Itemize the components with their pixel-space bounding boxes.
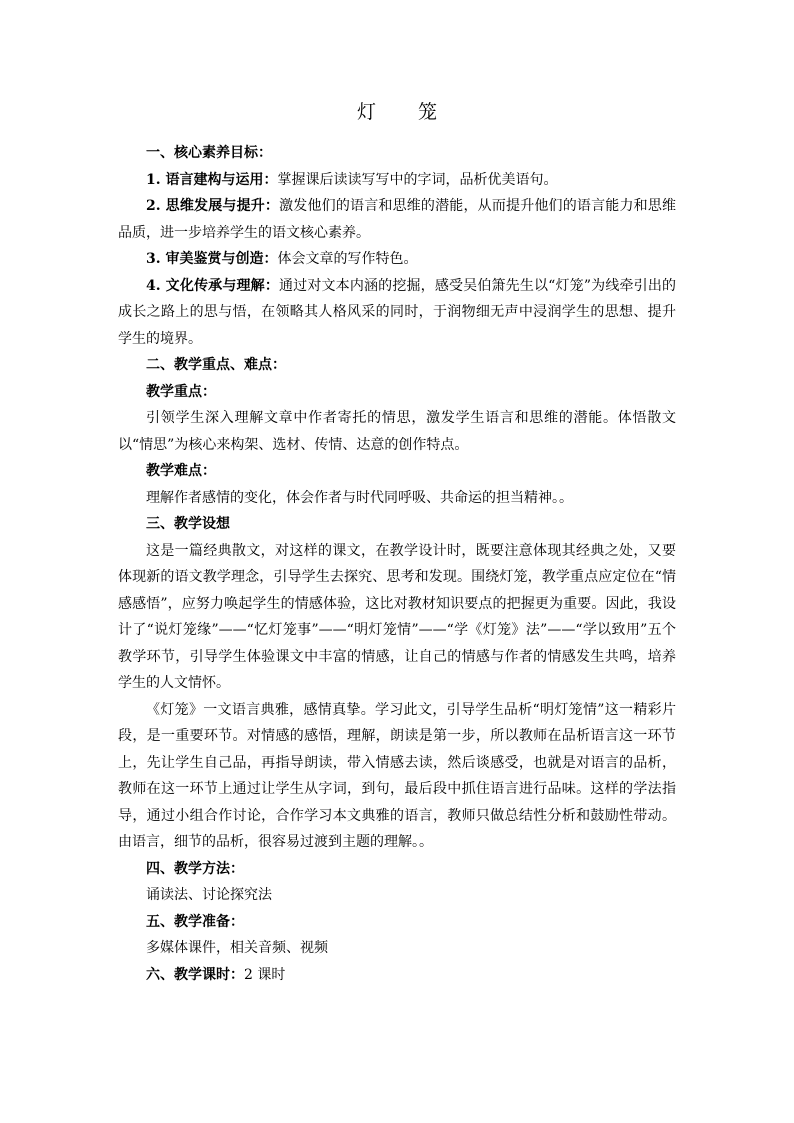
goal-item-3: [118, 246, 676, 273]
goal-label: 2. 思维发展与提升：: [146, 198, 280, 214]
difficulty-label: 教学难点：: [146, 463, 216, 479]
section-heading-key-points: 二、教学重点、难点：: [146, 357, 286, 373]
section-heading-design: 三、教学设想: [146, 516, 230, 532]
difficulty-text: 理解作者感情的变化，体会作者与时代同呼吸、共命运的担当精神。。: [146, 489, 573, 506]
section-heading-goals: 一、核心素养目标：: [146, 145, 272, 161]
goal-item-1: [118, 167, 676, 194]
class-hours-heading: 六、教学课时：: [146, 966, 244, 983]
document-page: [118, 98, 676, 988]
key-point-label: 教学重点：: [146, 383, 216, 400]
key-point-text: 引领学生深入理解文章中作者寄托的情思，激发学生语言和思维的潜能。体悟散文以“情思”为核心来构架、选材、传情、达意的创作特点。: [118, 410, 676, 453]
goal-item-2: [118, 193, 676, 246]
document-title: 灯 笼: [356, 101, 456, 123]
goal-text: 体会文章的写作特色。: [277, 251, 418, 267]
goal-label: 3. 审美鉴赏与创造：: [146, 251, 278, 267]
preparation-text: 多媒体课件，相关音频、视频: [146, 940, 328, 956]
section-heading-methods: 四、教学方法：: [146, 860, 244, 877]
goal-text: 掌握课后读读写写中的字词，品析优美语句。: [277, 171, 558, 188]
goal-label: 4. 文化传承与理解：: [146, 277, 279, 294]
class-hours-text: 2 课时: [244, 966, 286, 983]
design-paragraph-2: 《灯笼》一文语言典雅，感情真挚。学习此文，引导学生品析“明灯笼情”这一精彩片段，是一重要环节。对情感的感悟，理解，朗读是第一步，所以教师在品析语言这一环节上，先让学生自己品，再指导朗读，带入情感去读，然后谈感受，也就是对语言的品析，教师在这一环节上通过让学生从字词，到句，最后段中抓住语言进行品味。这样的学法指导，通过小组合作讨论，合作学习本文典雅的语言，教师只做总结性分析和鼓励性带动。由语言，细节的品析，很容易过渡到主题的理解。。: [118, 701, 676, 850]
goal-item-4: [118, 273, 676, 353]
section-class-hours: [118, 962, 676, 989]
goal-label: 1. 语言建构与运用：: [146, 171, 278, 188]
goal-text: 激发他们的语言和思维的潜能，从而提升他们的语言能力和思维品质，进一步培养学生的语文核心素养。: [118, 198, 676, 241]
goal-text: 通过对文本内涵的挖掘，感受吴伯箫先生以“灯笼”为线牵引出的成长之路上的思与悟，在领略其人格风采的同时，于润物细无声中浸润学生的思想、提升学生的境界。: [118, 277, 676, 347]
section-heading-preparation: 五、教学准备：: [146, 913, 244, 930]
design-paragraph-1: 这是一篇经典散文，对这样的课文，在教学设计时，既要注意体现其经典之处，又要体现新的语文教学理念，引导学生去探究、思考和发现。围绕灯笼，教学重点应定位在“情感感悟”，应努力唤起学生的情感体验，这比对教材知识要点的把握更为重要。因此，我设计了“说灯笼缘”——“忆灯笼事”——“明灯笼情”——“学《灯笼》法”——“学以致用”五个教学环节，引导学生体验课文中丰富的情感，让自己的情感与作者的情感发生共鸣，培养学生的人文情怀。: [118, 542, 676, 691]
methods-text: 诵读法、讨论探究法: [146, 887, 272, 903]
